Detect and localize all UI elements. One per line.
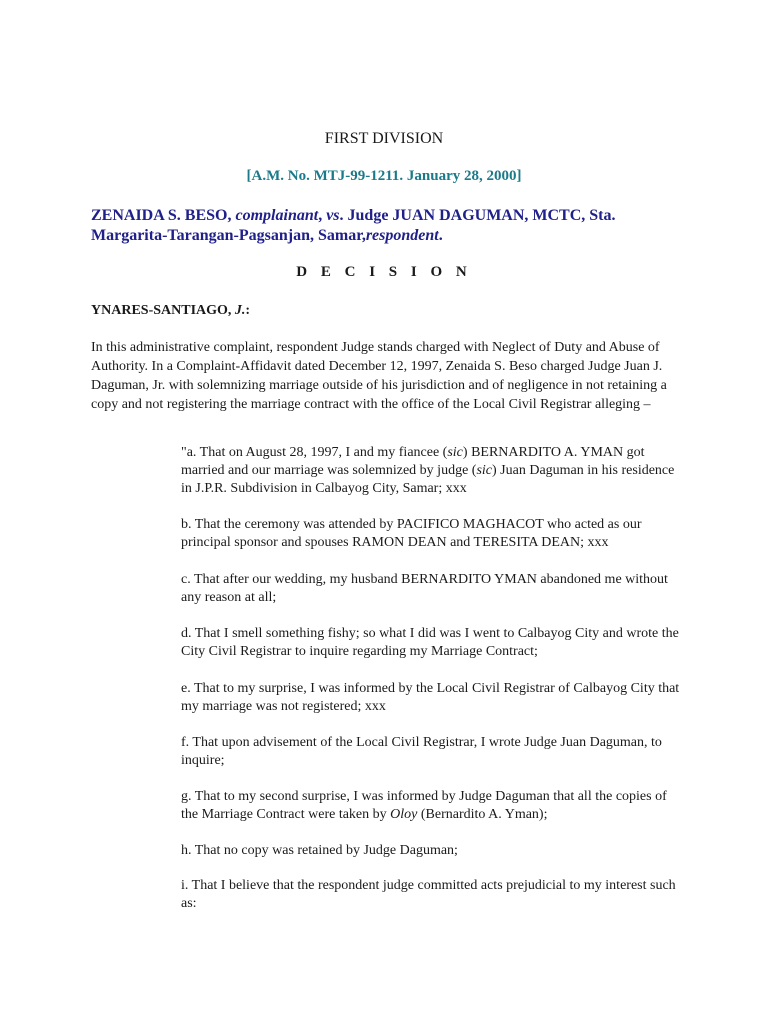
allegation-g-text-1: g. That to my second surprise, I was informed by Judge Daguman that all the copies of the Marriage Contract were taken by — [181, 789, 667, 822]
allegation-a-text-2: ) BERNARDITO A. YMAN got married and our marriage was solemnized by judge ( — [181, 445, 645, 478]
allegation-i: i. That I believe that the respondent judge committed acts prejudicial to my interest such as: — [181, 878, 676, 911]
parties-end: . — [438, 227, 443, 244]
respondent-role: respondent — [365, 227, 439, 244]
ponente-colon: : — [245, 303, 251, 318]
respondent-name: . Judge JUAN DAGUMAN, MCTC, Sta. Margarita-Tarangan-Pagsanjan, Samar, — [91, 207, 616, 244]
allegation-a-text-3: ) Juan Daguman in his residence in J.P.R. Subdivision in Calbayog City, Samar; xxx — [181, 463, 675, 496]
ponente — [91, 303, 250, 319]
allegation-b: b. That the ceremony was attended by PACIFICO MAGHACOT who acted as our principal sponsor and spouses RAMON DEAN and TERESITA DEAN; xxx — [181, 517, 642, 550]
division-heading: FIRST DIVISION — [324, 130, 444, 147]
allegation-g-text-2: (Bernardito A. Yman); — [417, 807, 548, 822]
allegation-a-text-1: "a. That on August 28, 1997, I and my fiancee ( — [181, 445, 448, 460]
allegation-g — [181, 788, 681, 824]
parties-separator: , — [318, 207, 327, 224]
case-number: [A.M. No. MTJ-99-1211. January 28, 2000] — [246, 168, 522, 184]
allegation-a — [181, 444, 681, 498]
sic-marker: sic — [476, 463, 493, 478]
intro-paragraph: In this administrative complaint, respondent Judge stands charged with Neglect of Duty and Abuse of Authority. In a Complaint-Affidavit dated December 12, 1997, Zenaida S. Beso charged Judge Juan J. Daguman, Jr. with solemnizing marriage outside of his jurisdiction and of negligence in not retaining a copy and not registering the marriage contract with the office of the Local Civil Registrar alleging – — [91, 340, 667, 412]
decision-title: D E C I S I O N — [296, 264, 472, 280]
oloy-name: Oloy — [390, 807, 418, 822]
allegation-c: c. That after our wedding, my husband BERNARDITO YMAN abandoned me without any reason at all; — [181, 572, 668, 605]
allegation-e: e. That to my surprise, I was informed by the Local Civil Registrar of Calbayog City that my marriage was not registered; xxx — [181, 681, 680, 714]
case-parties — [91, 206, 691, 246]
allegation-d: d. That I smell something fishy; so what I did was I went to Calbayog City and wrote the City Civil Registrar to inquire regarding my Marriage Contract; — [181, 626, 679, 659]
ponente-name: YNARES-SANTIAGO, — [91, 303, 235, 318]
sic-marker: sic — [447, 445, 463, 460]
allegation-h: h. That no copy was retained by Judge Daguman; — [181, 843, 458, 858]
allegation-f: f. That upon advisement of the Local Civil Registrar, I wrote Judge Juan Daguman, to inquire; — [181, 735, 662, 768]
complainant-role: complainant — [235, 207, 319, 224]
versus-label: vs — [326, 207, 340, 224]
complainant-name: ZENAIDA S. BESO, — [91, 207, 236, 224]
ponente-title: J. — [234, 303, 246, 318]
